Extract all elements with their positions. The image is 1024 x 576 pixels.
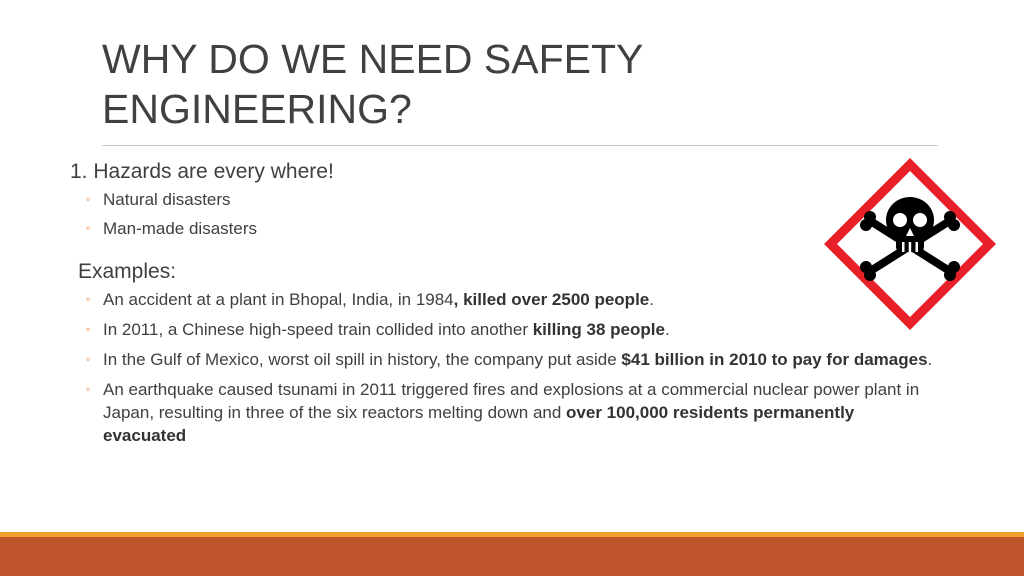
slide-body bbox=[70, 158, 940, 454]
skull-crossbones-hazard-icon bbox=[820, 154, 1000, 334]
bullet-icon: ◦ bbox=[86, 382, 91, 396]
list-item: ◦ An earthquake caused tsunami in 2011 triggered fires and explosions at a commercial nuclear power plant in Japan, resulting in three of the six reactors melting down and over 100,000 residents permanently evacuated bbox=[86, 380, 920, 445]
hazard-types-list bbox=[70, 188, 940, 240]
footer-bar bbox=[0, 537, 1024, 576]
title-divider bbox=[102, 145, 938, 146]
bullet-icon: ◦ bbox=[86, 352, 91, 366]
examples-heading: Examples: bbox=[78, 260, 177, 283]
list-item: ◦ An accident at a plant in Bhopal, India, in 1984, killed over 2500 people. bbox=[86, 290, 654, 309]
bullet-icon: ◦ bbox=[86, 221, 91, 235]
bullet-icon: ◦ bbox=[86, 292, 91, 306]
title-line-2: ENGINEERING? bbox=[102, 86, 412, 132]
slide-title bbox=[102, 34, 802, 134]
list-item: ◦ Natural disasters bbox=[86, 190, 231, 209]
bullet-icon: ◦ bbox=[86, 322, 91, 336]
point-hazards: 1. Hazards are every where! bbox=[70, 160, 334, 183]
list-item: ◦ Man-made disasters bbox=[86, 219, 258, 238]
list-item: ◦ In the Gulf of Mexico, worst oil spill in history, the company put aside $41 billion in 2010 to pay for damages. bbox=[86, 350, 933, 369]
list-item: ◦ In 2011, a Chinese high-speed train collided into another killing 38 people. bbox=[86, 320, 670, 339]
bullet-icon: ◦ bbox=[86, 192, 91, 206]
title-line-1: WHY DO WE NEED SAFETY bbox=[102, 36, 644, 82]
examples-list bbox=[70, 288, 940, 447]
